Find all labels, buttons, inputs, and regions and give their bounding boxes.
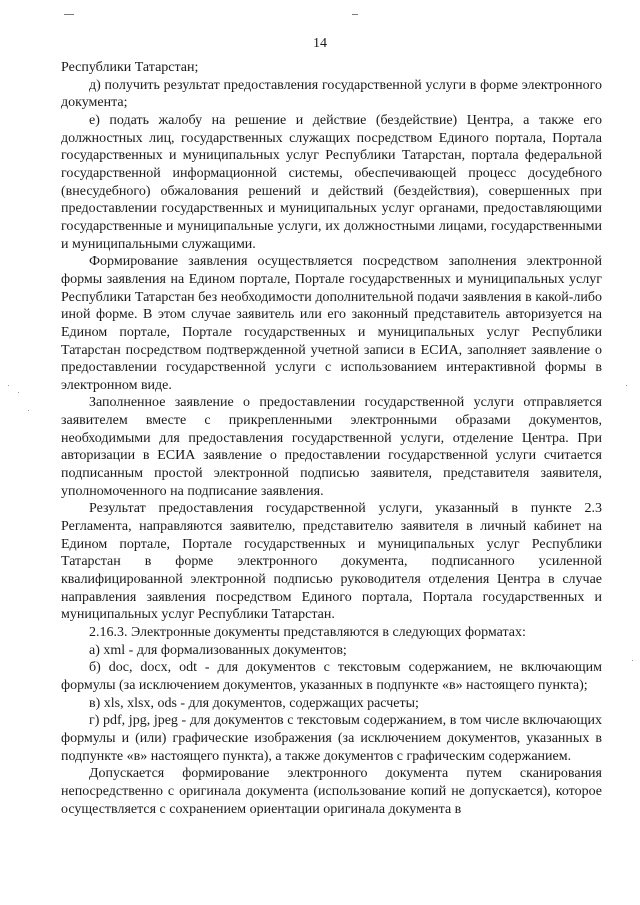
scan-speck [28, 410, 29, 411]
paragraph-continuation: Республики Татарстан; [61, 60, 199, 75]
page-number: 14 [313, 36, 327, 51]
paragraph-application-forming: Формирование заявления осуществляется посредством заполнения электронной формы заявления на Едином портале, Портале государственных и муниципальных услуг Республики Татарстан без необходимости дополнительной подачи заявления в какой-либо иной форме. В этом случае заявитель или его законный представитель авторизуется на Едином портале, Портале государственных и муниципальных услуг Республики Татарстан посредством подтвержденной учетной записи в ЕСИА, заполняет заявление о предоставлении государственной услуги с использованием интерактивной формы в электронном виде. [61, 254, 602, 393]
scan-speck [626, 385, 627, 386]
scan-artifact-top-right [352, 14, 358, 15]
format-item-a: а) xml - для формализованных документов; [89, 642, 347, 658]
format-item-g: г) pdf, jpg, jpeg - для документов с текстовым содержанием, в том числе включающих формулы и (или) графические изображения (за исключением документов, указанных в подпункте «в» настоящего пункта), а также документов с графическим содержанием. [61, 713, 602, 764]
document-body [61, 59, 602, 818]
scan-artifact-top-left [64, 14, 74, 15]
scan-speck [8, 385, 9, 386]
format-item-b: б) doc, docx, odt - для документов с текстовым содержанием, не включающим формулы (за исключением документов, указанных в подпункте «в» настоящего пункта); [61, 660, 602, 693]
list-item-d: д) получить результат предоставления государственной услуги в форме электронного документа; [61, 77, 602, 111]
scan-speck [18, 392, 19, 393]
list-item-e: е) подать жалобу на решение и действие (бездействие) Центра, а также его должностных лиц, государственных служащих посредством Единого портала, Портала государственных и муниципальных услуг Республики Татарстан, портала федеральной государственной информационной системы, обеспечивающей процесс досудебного (внесудебного) обжалования решений и действий (бездействия), совершенных при предоставлении государственных и муниципальных услуг органами, предоставляющими государственные и муниципальные услуги, их должностными лицами, государственными и муниципальными служащими. [61, 112, 602, 252]
paragraph-application-submission: Заполненное заявление о предоставлении государственной услуги отправляется заявителем вместе с прикрепленными электронными образами документов, необходимыми для предоставления государственной услуги, отделение Центра. При авторизации в ЕСИА заявление о предоставлении государственной услуги считается подписанным простой электронной подписью заявителя, представителя заявителя, уполномоченного на подписание заявления. [61, 395, 602, 499]
section-2-16-3-heading: 2.16.3. Электронные документы представляются в следующих форматах: [89, 625, 526, 640]
paragraph-service-result: Результат предоставления государственной услуги, указанный в пункте 2.3 Регламента, направляются заявителю, представителю заявителя в личный кабинет на Едином портале, Портале государственных и муниципальных услуг Республики Татарстан в форме электронного документа, подписанного усиленной квалифицированной электронной подписью руководителя отделения Центра в случае направления заявления посредством Единого портала, Портала государственных и муниципальных услуг Республики Татарстан. [61, 501, 602, 623]
format-item-v: в) xls, xlsx, ods - для документов, содержащих расчеты; [89, 695, 419, 711]
paragraph-scanning: Допускается формирование электронного документа путем сканирования непосредственно с оригинала документа (использование копий не допускается), которое осуществляется с сохранением ориентации оригинала документа в [61, 766, 602, 817]
scan-speck [632, 660, 633, 661]
